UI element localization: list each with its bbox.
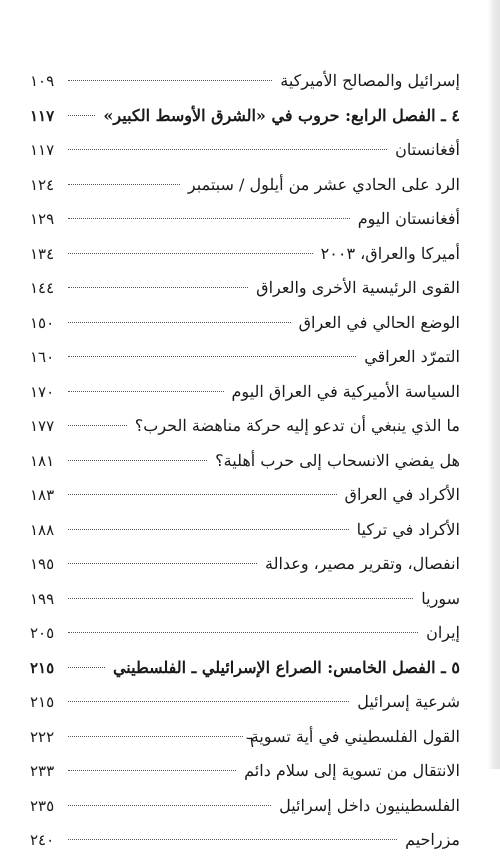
toc-entry [30,823,460,858]
dot-leader [68,425,127,426]
dot-leader [68,80,272,81]
toc-entry-page: ١٦٠ [30,348,55,366]
dot-leader [68,529,349,530]
toc-chapter-heading [30,99,460,134]
toc-entry [30,513,460,548]
toc-entry [30,306,460,341]
toc-chapter-heading [30,651,460,686]
toc-entry-title: الفلسطينيون داخل إسرائيل [279,795,460,815]
toc-entry-title: مزراحيم [405,830,460,849]
dot-leader [68,667,105,668]
toc-entry-page: ١٨٣ [30,486,55,504]
toc-entry-title: السياسة الأميركية في العراق اليوم [231,381,460,401]
toc-entry [30,582,460,617]
toc-entry-title: التمرّد العراقي [364,347,460,366]
dot-leader [68,805,271,806]
dot-leader [68,391,224,392]
toc-entry-title: ٤ ـ الفصل الرابع: حروب في «الشرق الأوسط الكبير» [103,105,460,125]
toc-entry-page: ١٥٠ [30,313,55,332]
toc-entry-page: ١٣٤ [30,244,55,263]
toc-entry [30,616,460,651]
toc-entry [30,202,460,237]
toc-entry-title: الانتقال من تسوية إلى سلام دائم [244,761,460,780]
toc-entry-page: ١٤٤ [30,279,55,297]
toc-entry-page: ٢٤٠ [30,831,55,849]
dot-leader [68,701,349,702]
dot-leader [68,770,236,771]
toc-entry-title: إسرائيل والمصالح الأميركية [280,71,460,90]
toc-entry-title: أميركا والعراق، ٢٠٠٣ [320,243,460,263]
dot-leader [68,598,413,599]
toc-entry-title: ما الذي ينبغي أن تدعو إليه حركة مناهضة الحرب؟ [134,416,460,435]
toc-entry [30,237,460,272]
toc-entry-title: هل يفضي الانسحاب إلى حرب أهلية؟ [215,450,460,470]
dot-leader [68,356,356,357]
dot-leader [68,149,387,150]
toc-entry-page: ١٧٧ [30,417,55,435]
toc-entry-page: ٢١٥ [30,658,55,677]
page-number: ٦ [245,733,255,751]
toc-entry [30,168,460,203]
toc-entry-page: ١٧٠ [30,382,55,401]
toc-entry-page: ١٨١ [30,451,55,470]
dot-leader [68,322,291,323]
toc-entry-title: إيران [426,623,460,642]
dot-leader [68,460,207,461]
toc-entry-title: الأكراد في تركيا [356,519,460,539]
toc-entry [30,547,460,582]
toc-entry-page: ١٨٨ [30,520,55,539]
toc-entry-page: ٢٣٣ [30,762,55,780]
toc-entry-title: ٥ ـ الفصل الخامس: الصراع الإسرائيلي ـ الفلسطيني [112,657,460,677]
toc-entry-page: ١٠٩ [30,72,55,90]
toc-entry-title: القوى الرئيسية الأخرى والعراق [256,278,460,297]
dot-leader [68,184,180,185]
toc-entry [30,340,460,375]
toc-entry [30,444,460,479]
toc-entry-title: القول الفلسطيني في أية تسوية [250,726,460,746]
toc-entry-title: أفغانستان اليوم [357,209,460,228]
toc-entry [30,685,460,720]
toc-entry-page: ٢٣٥ [30,796,55,815]
toc-entry-title: انفصال، وتقرير مصير، وعدالة [264,554,460,573]
dot-leader [68,632,418,633]
toc-entry-page: ١١٧ [30,106,55,125]
toc-entry-title: أفغانستان [395,140,460,159]
toc-entry-page: ١٩٩ [30,589,55,608]
toc-entry [30,409,460,444]
toc-entry-page: ١٢٤ [30,175,55,194]
toc-entry-title: سوريا [421,588,460,608]
dot-leader [68,115,95,116]
toc-entry-title: الأكراد في العراق [344,485,460,504]
toc-entry [30,133,460,168]
toc-entry [30,64,460,99]
toc-entry-page: ١١٧ [30,141,55,159]
toc-entry-page: ١٩٥ [30,555,55,573]
toc-entry-page: ١٢٩ [30,210,55,228]
toc-entry [30,375,460,410]
toc-entry [30,789,460,824]
toc-entry [30,271,460,306]
toc-entry-title: شرعية إسرائيل [357,692,460,711]
dot-leader [68,563,257,564]
toc-entry-title: الوضع الحالي في العراق [298,312,460,332]
toc-entry-page: ٢٢٢ [30,727,55,746]
dot-leader [68,218,350,219]
toc-entry-title: الرد على الحادي عشر من أيلول / سبتمبر [187,174,460,194]
toc-entry-page: ٢١٥ [30,693,55,711]
dot-leader [68,253,313,254]
toc-entry [30,754,460,789]
scan-edge [488,0,500,769]
toc-entry [30,478,460,513]
dot-leader [68,287,248,288]
dot-leader [68,494,337,495]
dot-leader [68,839,397,840]
toc-entry-page: ٢٠٥ [30,624,55,642]
